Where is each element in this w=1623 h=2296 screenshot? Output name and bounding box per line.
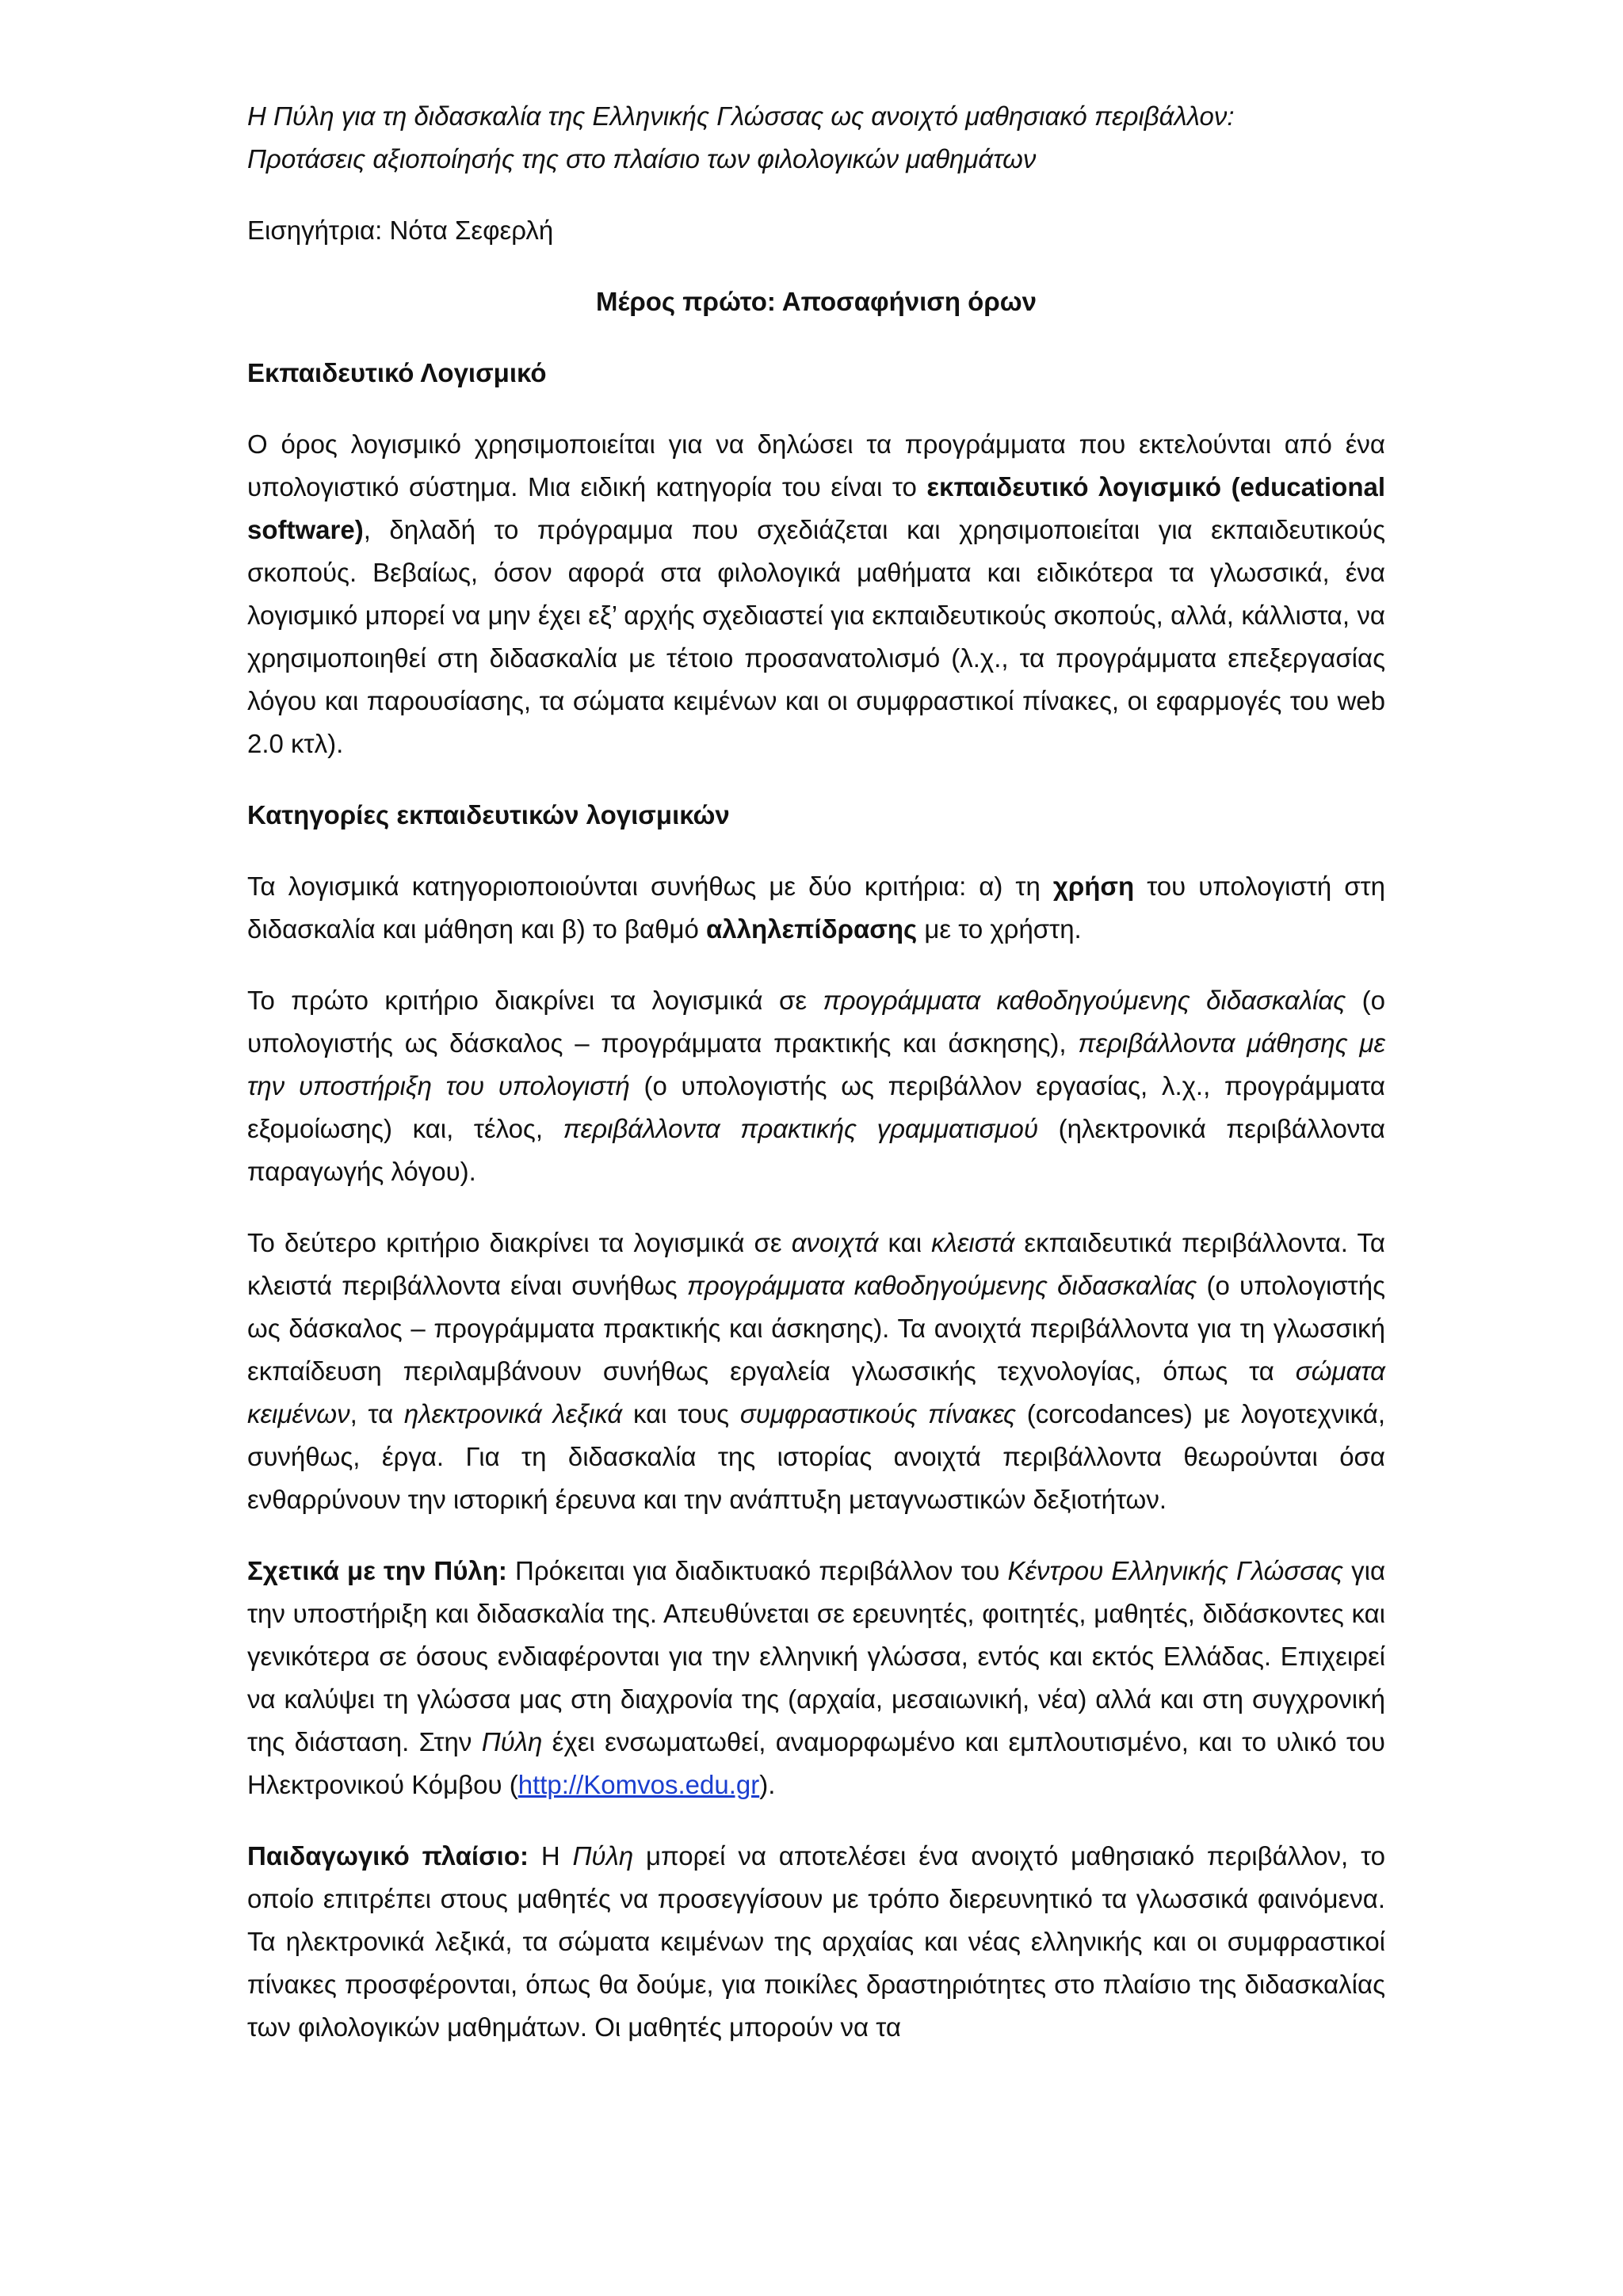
paragraph-about-portal (247, 1550, 1385, 1806)
italic-term: συμφραστικούς πίνακες (739, 1399, 1017, 1428)
author-line: Εισηγήτρια: Νότα Σεφερλή (247, 215, 554, 245)
paragraph-criteria (247, 865, 1385, 951)
italic-term: σώματα κειμένων (247, 1356, 1385, 1428)
paragraph-first-criterion (247, 979, 1385, 1193)
text-run: για την υποστήριξη και διδασκαλία της. Απευθύνεται σε ερευνητές, φοιτητές, μαθητές, διδάσκοντες και γενικότερα σε όσους ενδιαφέρονται για την ελληνική γλώσσα, εντός και εκτός Ελλάδας. Επιχειρεί να καλύψει τη γλώσσα μας στη διαχρονία της (αρχαία, μεσαιωνική, νέα) αλλά και στη συγχρονική της διάσταση. Στην (247, 1556, 1386, 1756)
italic-term: περιβάλλοντα πρακτικής γραμματισμού (563, 1114, 1039, 1143)
text-run: (ο υπολογιστής ως δάσκαλος – προγράμματα πρακτικής και άσκησης), (247, 986, 1386, 1058)
text-run: και τους (622, 1399, 740, 1428)
text-run: και (878, 1228, 932, 1257)
bold-term: εκπαιδευτικό λογισμικό (educational software) (247, 472, 1386, 544)
komvos-link[interactable]: http://Komvos.edu.gr (517, 1770, 760, 1799)
text-run: Η (528, 1841, 573, 1871)
text-run: Πρόκειται για διαδικτυακό περιβάλλον του (506, 1556, 1008, 1585)
italic-term: κλειστά (931, 1228, 1015, 1257)
paragraph-lead: Παιδαγωγικό πλαίσιο: (247, 1841, 529, 1871)
italic-term: περιβάλλοντα μάθησης με την υποστήριξη του υπολογιστή (247, 1028, 1385, 1100)
text-run: ). (759, 1770, 776, 1799)
italic-term: ηλεκτρονικά λεξικά (403, 1399, 623, 1428)
text-run: μπορεί να αποτελέσει ένα ανοιχτό μαθησιακό περιβάλλον, το οποίο επιτρέπει στους μαθητές να προσεγγίσουν με τρόπο διερευνητικό τα γλωσσικά φαινόμενα. Τα ηλεκτρονικά λεξικά, τα σώματα κειμένων της αρχαίας και νέας ελληνικής και οι συμφραστικοί πίνακες προσφέρονται, όπως θα δούμε, για ποικίλες δραστηριότητες στο πλαίσιο της διδασκαλίας των φιλολογικών μαθημάτων. Οι μαθητές μπορούν να τα (247, 1841, 1385, 2042)
italic-term: Πύλη (481, 1727, 543, 1756)
italic-term: προγράμματα καθοδηγούμενης διδασκαλίας (686, 1271, 1197, 1300)
text-run: του υπολογιστή στη διδασκαλία και μάθηση και β) το βαθμό (247, 871, 1385, 944)
section-heading-software-categories: Κατηγορίες εκπαιδευτικών λογισμικών (247, 800, 730, 830)
italic-term: προγράμματα καθοδηγούμενης διδασκαλίας (823, 986, 1346, 1015)
italic-term: Πύλη (572, 1841, 634, 1871)
bold-term: χρήση (1052, 871, 1135, 901)
text-run: έχει ενσωματωθεί, αναμορφωμένο και εμπλουτισμένο, και το υλικό του Ηλεκτρονικού Κόμβου ( (247, 1727, 1385, 1799)
text-run: Το δεύτερο κριτήριο διακρίνει τα λογισμικά σε (247, 1228, 792, 1257)
paragraph-lead: Σχετικά με την Πύλη: (247, 1556, 507, 1585)
section-heading-educational-software: Εκπαιδευτικό Λογισμικό (247, 358, 547, 387)
document-page (247, 95, 1385, 2049)
text-run: με το χρήστη. (917, 914, 1082, 944)
text-run: , δηλαδή το πρόγραμμα που σχεδιάζεται και χρησιμοποιείται για εκπαιδευτικούς σκοπούς. Βεβαίως, όσον αφορά στα φιλολογικά μαθήματα και ειδικότερα τα γλωσσικά, ένα λογισμικό μπορεί να μην έχει εξ’ αρχής σχεδιαστεί για εκπαιδευτικούς σκοπούς, αλλά, κάλλιστα, να χρησιμοποιηθεί στη διδασκαλία με τέτοιο προσανατολισμό (λ.χ., τα προγράμματα επεξεργασίας λόγου και παρουσίασης, τα σώματα κειμένων και οι συμφραστικοί πίνακες, οι εφαρμογές του web 2.0 κτλ). (247, 515, 1385, 758)
text-run: εκπαιδευτικά περιβάλλοντα. Τα κλειστά περιβάλλοντα είναι συνήθως (247, 1228, 1385, 1300)
paragraph-pedagogical-framework (247, 1835, 1385, 2049)
text-run: (ηλεκτρονικά περιβάλλοντα παραγωγής λόγου). (247, 1114, 1386, 1186)
text-run: Ο όρος λογισμικό χρησιμοποιείται για να δηλώσει τα προγράμματα που εκτελούνται από ένα υπολογιστικό σύστημα. Μια ειδική κατηγορία του είναι το (247, 429, 1385, 502)
paragraph-educational-software (247, 423, 1385, 765)
text-run: , τα (349, 1399, 404, 1428)
text-run: (corcodances) με λογοτεχνικά, συνήθως, έργα. Για τη διδασκαλία της ιστορίας ανοιχτά περιβάλλοντα θεωρούνται όσα ενθαρρύνουν την ιστορική έρευνα και την ανάπτυξη μεταγνωστικών δεξιοτήτων. (247, 1399, 1385, 1514)
text-run: Τα λογισμικά κατηγοριοποιούνται συνήθως με δύο κριτήρια: α) τη (247, 871, 1053, 901)
text-run: Το πρώτο κριτήριο διακρίνει τα λογισμικά σε (247, 986, 823, 1015)
paragraph-second-criterion (247, 1222, 1385, 1521)
italic-term: Κέντρου Ελληνικής Γλώσσας (1007, 1556, 1343, 1585)
italic-term: ανοιχτά (791, 1228, 879, 1257)
bold-term: αλληλεπίδρασης (705, 914, 918, 944)
part-heading: Μέρος πρώτο: Αποσαφήνιση όρων (595, 287, 1037, 316)
text-run: (ο υπολογιστής ως δάσκαλος – προγράμματα πρακτικής και άσκησης). Τα ανοιχτά περιβάλλοντα για τη γλωσσική εκπαίδευση περιλαμβάνουν συνήθως εργαλεία γλωσσικής τεχνολογίας, όπως τα (247, 1271, 1385, 1386)
document-title-line-1: Η Πύλη για τη διδασκαλία της Ελληνικής Γλώσσας ως ανοιχτό μαθησιακό περιβάλλον: (247, 101, 1235, 131)
document-title-line-2: Προτάσεις αξιοποίησής της στο πλαίσιο των φιλολογικών μαθημάτων (247, 144, 1037, 174)
text-run: (ο υπολογιστής ως περιβάλλον εργασίας, λ.χ., προγράμματα εξομοίωσης) και, τέλος, (247, 1071, 1385, 1143)
